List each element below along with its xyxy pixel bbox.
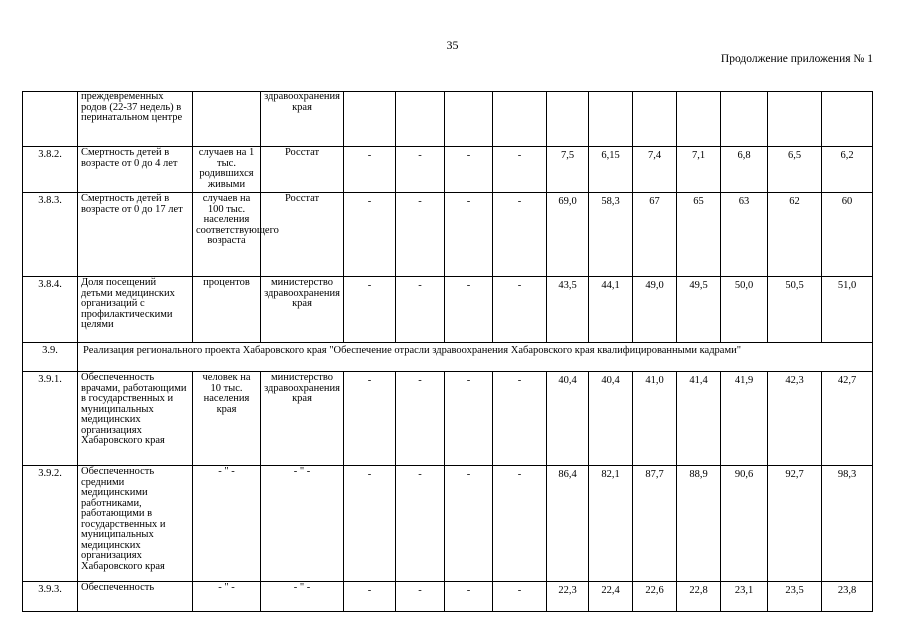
- unit: [193, 92, 261, 147]
- value-cell: 6,5: [768, 147, 822, 193]
- value-cell: 22,6: [633, 582, 677, 612]
- value-cell: 23,8: [822, 582, 873, 612]
- table-row: [23, 582, 873, 612]
- value-cell: 40,4: [547, 372, 589, 466]
- value-cell: 43,5: [547, 277, 589, 343]
- value-cell: -: [396, 147, 445, 193]
- value-cell: 41,9: [721, 372, 768, 466]
- row-code: [23, 92, 78, 147]
- value-cell: [677, 92, 721, 147]
- value-cell: 22,3: [547, 582, 589, 612]
- value-cell: 88,9: [677, 466, 721, 582]
- value-cell: -: [344, 466, 396, 582]
- value-cell: -: [493, 277, 547, 343]
- unit: человек на 10 тыс. населения края: [193, 372, 261, 466]
- value-cell: 23,5: [768, 582, 822, 612]
- value-cell: -: [493, 193, 547, 277]
- source: министерство здравоохранения края: [261, 372, 344, 466]
- value-cell: [445, 92, 493, 147]
- indicator-name: Доля посещений детьми медицинских организаций с профилактическими целями: [78, 277, 193, 343]
- value-cell: 44,1: [589, 277, 633, 343]
- row-code: 3.8.3.: [23, 193, 78, 277]
- value-cell: 42,3: [768, 372, 822, 466]
- value-cell: 22,8: [677, 582, 721, 612]
- value-cell: 7,5: [547, 147, 589, 193]
- value-cell: 49,0: [633, 277, 677, 343]
- value-cell: [822, 92, 873, 147]
- value-cell: 62: [768, 193, 822, 277]
- value-cell: [721, 92, 768, 147]
- row-code: 3.9.2.: [23, 466, 78, 582]
- value-cell: 22,4: [589, 582, 633, 612]
- value-cell: -: [396, 582, 445, 612]
- table-row: [23, 466, 873, 582]
- source: министерство здравоохранения края: [261, 277, 344, 343]
- value-cell: 7,4: [633, 147, 677, 193]
- value-cell: [547, 92, 589, 147]
- value-cell: -: [445, 193, 493, 277]
- value-cell: 41,0: [633, 372, 677, 466]
- value-cell: 6,15: [589, 147, 633, 193]
- unit: процентов: [193, 277, 261, 343]
- table-row: [23, 92, 873, 147]
- value-cell: 60: [822, 193, 873, 277]
- row-code: 3.8.4.: [23, 277, 78, 343]
- value-cell: 63: [721, 193, 768, 277]
- value-cell: -: [396, 466, 445, 582]
- section-code: 3.9.: [23, 343, 78, 372]
- value-cell: 6,2: [822, 147, 873, 193]
- value-cell: 49,5: [677, 277, 721, 343]
- value-cell: -: [445, 147, 493, 193]
- value-cell: -: [344, 582, 396, 612]
- continuation-caption: Продолжение приложения № 1: [720, 53, 873, 65]
- value-cell: -: [445, 277, 493, 343]
- value-cell: 92,7: [768, 466, 822, 582]
- value-cell: 90,6: [721, 466, 768, 582]
- value-cell: 82,1: [589, 466, 633, 582]
- value-cell: -: [396, 372, 445, 466]
- source: - " -: [261, 466, 344, 582]
- indicators-table: [22, 91, 873, 612]
- value-cell: 87,7: [633, 466, 677, 582]
- value-cell: 51,0: [822, 277, 873, 343]
- value-cell: 41,4: [677, 372, 721, 466]
- row-code: 3.9.1.: [23, 372, 78, 466]
- value-cell: [344, 92, 396, 147]
- unit: - " -: [193, 582, 261, 612]
- section-title: Реализация регионального проекта Хабаровского края "Обеспечение отрасли здравоохранения Хабаровского края квалифицированными кадрами": [78, 343, 873, 372]
- source: здравоохранения края: [261, 92, 344, 147]
- value-cell: -: [396, 277, 445, 343]
- table-row: [23, 193, 873, 277]
- row-code: 3.9.3.: [23, 582, 78, 612]
- value-cell: -: [344, 193, 396, 277]
- unit: случаев на 100 тыс. населения соответствующего возраста: [193, 193, 261, 277]
- indicator-name: Смертность детей в возрасте от 0 до 4 лет: [78, 147, 193, 193]
- indicator-name: преждевременных родов (22-37 недель) в перинатальном центре: [78, 92, 193, 147]
- value-cell: -: [445, 466, 493, 582]
- value-cell: 40,4: [589, 372, 633, 466]
- unit: - " -: [193, 466, 261, 582]
- value-cell: [493, 92, 547, 147]
- value-cell: 6,8: [721, 147, 768, 193]
- value-cell: [768, 92, 822, 147]
- value-cell: 67: [633, 193, 677, 277]
- value-cell: 86,4: [547, 466, 589, 582]
- value-cell: 50,5: [768, 277, 822, 343]
- table-row: [23, 147, 873, 193]
- value-cell: -: [344, 372, 396, 466]
- value-cell: 69,0: [547, 193, 589, 277]
- source: - " -: [261, 582, 344, 612]
- indicator-name: Обеспеченность врачами, работающими в государственных и муниципальных медицинских организациях Хабаровского края: [78, 372, 193, 466]
- value-cell: 7,1: [677, 147, 721, 193]
- value-cell: 58,3: [589, 193, 633, 277]
- value-cell: -: [493, 466, 547, 582]
- value-cell: 65: [677, 193, 721, 277]
- value-cell: -: [493, 582, 547, 612]
- indicator-name: Обеспеченность средними медицинскими работниками, работающими в государственных и муниципальных медицинских организациях Хабаровского края: [78, 466, 193, 582]
- value-cell: [633, 92, 677, 147]
- source: Росстат: [261, 193, 344, 277]
- value-cell: -: [344, 277, 396, 343]
- value-cell: -: [344, 147, 396, 193]
- value-cell: -: [493, 147, 547, 193]
- value-cell: 98,3: [822, 466, 873, 582]
- unit: случаев на 1 тыс. родившихся живыми: [193, 147, 261, 193]
- value-cell: -: [445, 372, 493, 466]
- page-number: 35: [446, 38, 459, 52]
- value-cell: [396, 92, 445, 147]
- indicator-name: Обеспеченность: [78, 582, 193, 612]
- section-row: [23, 343, 873, 372]
- value-cell: 50,0: [721, 277, 768, 343]
- row-code: 3.8.2.: [23, 147, 78, 193]
- table-row: [23, 372, 873, 466]
- value-cell: [589, 92, 633, 147]
- value-cell: 23,1: [721, 582, 768, 612]
- table-row: [23, 277, 873, 343]
- indicator-name: Смертность детей в возрасте от 0 до 17 лет: [78, 193, 193, 277]
- value-cell: 42,7: [822, 372, 873, 466]
- value-cell: -: [396, 193, 445, 277]
- value-cell: -: [493, 372, 547, 466]
- source: Росстат: [261, 147, 344, 193]
- value-cell: -: [445, 582, 493, 612]
